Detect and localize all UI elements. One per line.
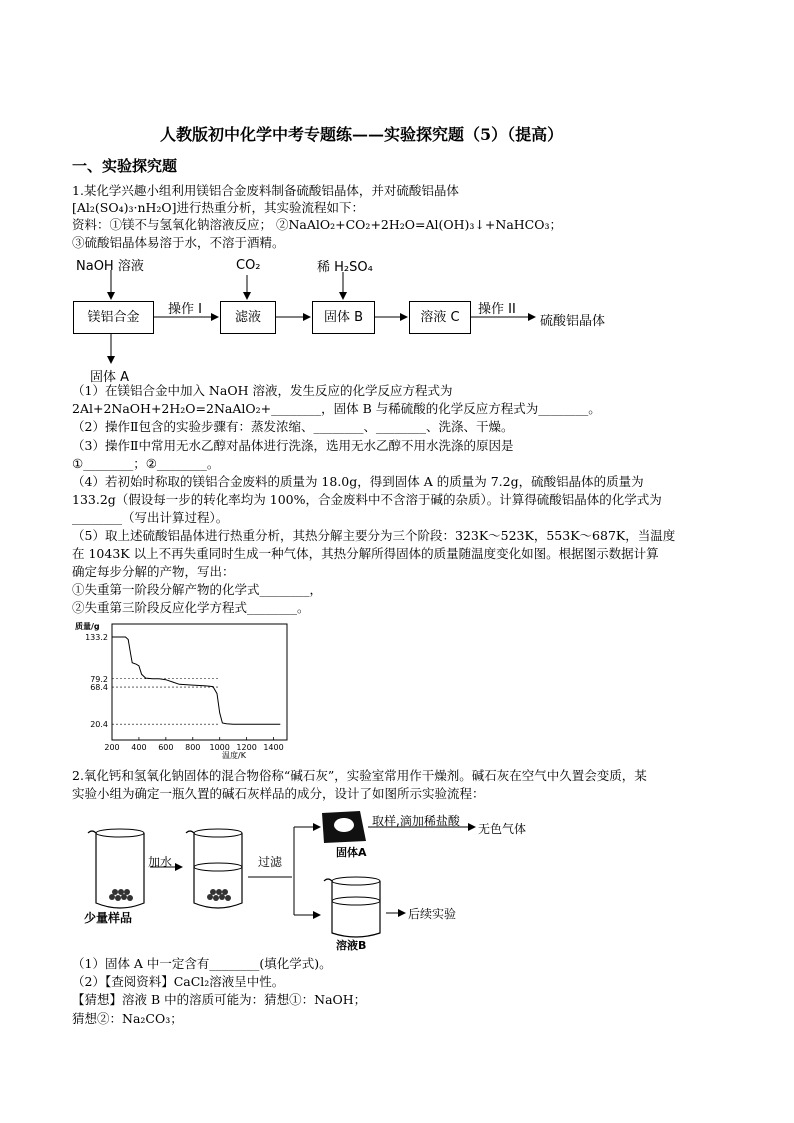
- y-tick-label: 133.2: [85, 632, 108, 642]
- q1-part5-e: ②失重第三阶段反应化学方程式________。: [72, 600, 310, 615]
- q2-line1: 2.氧化钙和氢氧化钠固体的混合物俗称“碱石灰”，实验室常用作干燥剂。碱石灰在空气中久置会变质，某: [72, 768, 647, 783]
- q1-line1: 1.某化学兴趣小组利用镁铝合金废料制备硫酸铝晶体，并对硫酸铝晶体: [72, 183, 459, 198]
- x-tick-label: 800: [185, 743, 201, 752]
- h2so4-label: 稀 H₂SO₄: [317, 260, 373, 275]
- q2-part2: （2）【查阅资料】CaCl₂溶液呈中性。: [72, 974, 285, 989]
- y-axis-label: 质量/g: [75, 622, 100, 631]
- box-mg-al-alloy: 镁铝合金: [73, 301, 154, 334]
- q1-part5-c: 确定每步分解的产物，写出：: [72, 564, 235, 579]
- q1-line2: [Al₂(SO₄)₃·nH₂O]进行热重分析，其实验流程如下：: [72, 200, 365, 215]
- q2-part1: （1）固体 A 中一定含有________(填化学式)。: [72, 956, 332, 971]
- box-filtrate: 滤液: [220, 301, 276, 334]
- box-solution-c: 溶液 C: [409, 301, 471, 334]
- gas-label: 无色气体: [478, 822, 527, 836]
- q1-part1-b: 2Al+2NaOH+2H₂O=2NaAlO₂+________，固体 B 与稀硫酸的化学反应方程式为________。: [72, 401, 601, 416]
- q1-part5-b: 在 1043K 以上不再失重同时生成一种气体，其热分解所得固体的质量随温度变化如图。根据图示数据计算: [72, 546, 659, 561]
- solid-a-fig-label: 固体A: [336, 846, 367, 859]
- q2-guess1: 【猜想】溶液 B 中的溶质可能为：猜想①：NaOH；: [72, 992, 367, 1007]
- solid-a-label: 固体 A: [90, 370, 130, 385]
- q1-part4-a: （4）若初始时称取的镁铝合金废料的质量为 18.0g，得到固体 A 的质量为 7.2g，硫酸铝晶体的质量为: [72, 474, 644, 489]
- op2-label: 操作 II: [478, 302, 516, 317]
- naoh-label: NaOH 溶液: [76, 259, 144, 274]
- q1-part5-a: （5）取上述硫酸铝晶体进行热重分析，其热分解主要分为三个阶段：323K～523K，553K～687K，当温度: [72, 528, 676, 543]
- x-tick-label: 1200: [236, 743, 257, 752]
- q1-part1-a: （1）在镁铝合金中加入 NaOH 溶液，发生反应的化学反应方程式为: [72, 383, 453, 398]
- box-solid-b: 固体 B: [312, 301, 375, 334]
- q1-part2: （2）操作Ⅱ包含的实验步骤有：蒸发浓缩、________、________、洗涤、干燥。: [72, 419, 514, 434]
- beaker-sample-icon: [88, 829, 144, 908]
- solution-b-label: 溶液B: [336, 939, 367, 952]
- q1-part4-c: ________（写出计算过程）。: [72, 510, 229, 525]
- beaker-water-icon: [186, 829, 242, 908]
- x-tick-label: 1000: [209, 743, 230, 752]
- x-tick-label: 600: [158, 743, 174, 752]
- filter-label: 过滤: [258, 855, 283, 869]
- section-heading: 一、实验探究题: [72, 157, 178, 175]
- x-tick-label: 400: [131, 743, 147, 752]
- q1-part5-d: ①失重第一阶段分解产物的化学式________，: [72, 582, 323, 597]
- take-sample-label: 取样,滴加稀盐酸: [372, 814, 460, 828]
- sample-label: 少量样品: [84, 911, 133, 925]
- x-tick-label: 200: [104, 743, 120, 752]
- q2-line2: 实验小组为确定一瓶久置的碱石灰样品的成分，设计了如图所示实验流程：: [72, 786, 485, 801]
- beaker-drawing: [70, 805, 540, 955]
- beaker-solution-b-icon: [324, 877, 380, 937]
- add-water-label: 加水: [148, 855, 173, 869]
- q1-part3-a: （3）操作Ⅱ中常用无水乙醇对晶体进行洗涤，选用无水乙醇不用水洗涤的原因是: [72, 438, 514, 453]
- y-tick-label: 79.2: [90, 674, 108, 684]
- flow-arrows: [0, 0, 794, 400]
- op1-label: 操作 I: [168, 302, 202, 317]
- q2-guess2: 猜想②：Na₂CO₃；: [72, 1011, 183, 1026]
- q1-line3: 资料：①镁不与氢氧化钠溶液反应； ②NaAlO₂+CO₂+2H₂O=Al(OH)₃↓+NaHCO₃；: [72, 217, 563, 232]
- product-label: 硫酸铝晶体: [540, 314, 606, 329]
- y-tick-label: 68.4: [90, 683, 108, 693]
- q1-part3-b: ①________；②________。: [72, 456, 220, 471]
- co2-label: CO₂: [236, 258, 261, 273]
- q1-part4-b: 133.2g（假设每一步的转化率均为 100%，合金废料中不含溶于碱的杂质）。计算得硫酸铝晶体的化学式为: [72, 492, 662, 507]
- plot-frame: [112, 624, 287, 740]
- later-experiment-label: 后续实验: [408, 907, 457, 921]
- x-axis-label: 温度/K: [222, 751, 246, 760]
- tg-chart: [72, 617, 297, 762]
- y-tick-label: 20.4: [90, 720, 108, 730]
- q1-line4: ③硫酸铝晶体易溶于水，不溶于酒精。: [72, 235, 285, 250]
- page-title: 人教版初中化学中考专题练——实验探究题（5）（提高）: [160, 125, 564, 144]
- x-tick-label: 1400: [263, 743, 284, 752]
